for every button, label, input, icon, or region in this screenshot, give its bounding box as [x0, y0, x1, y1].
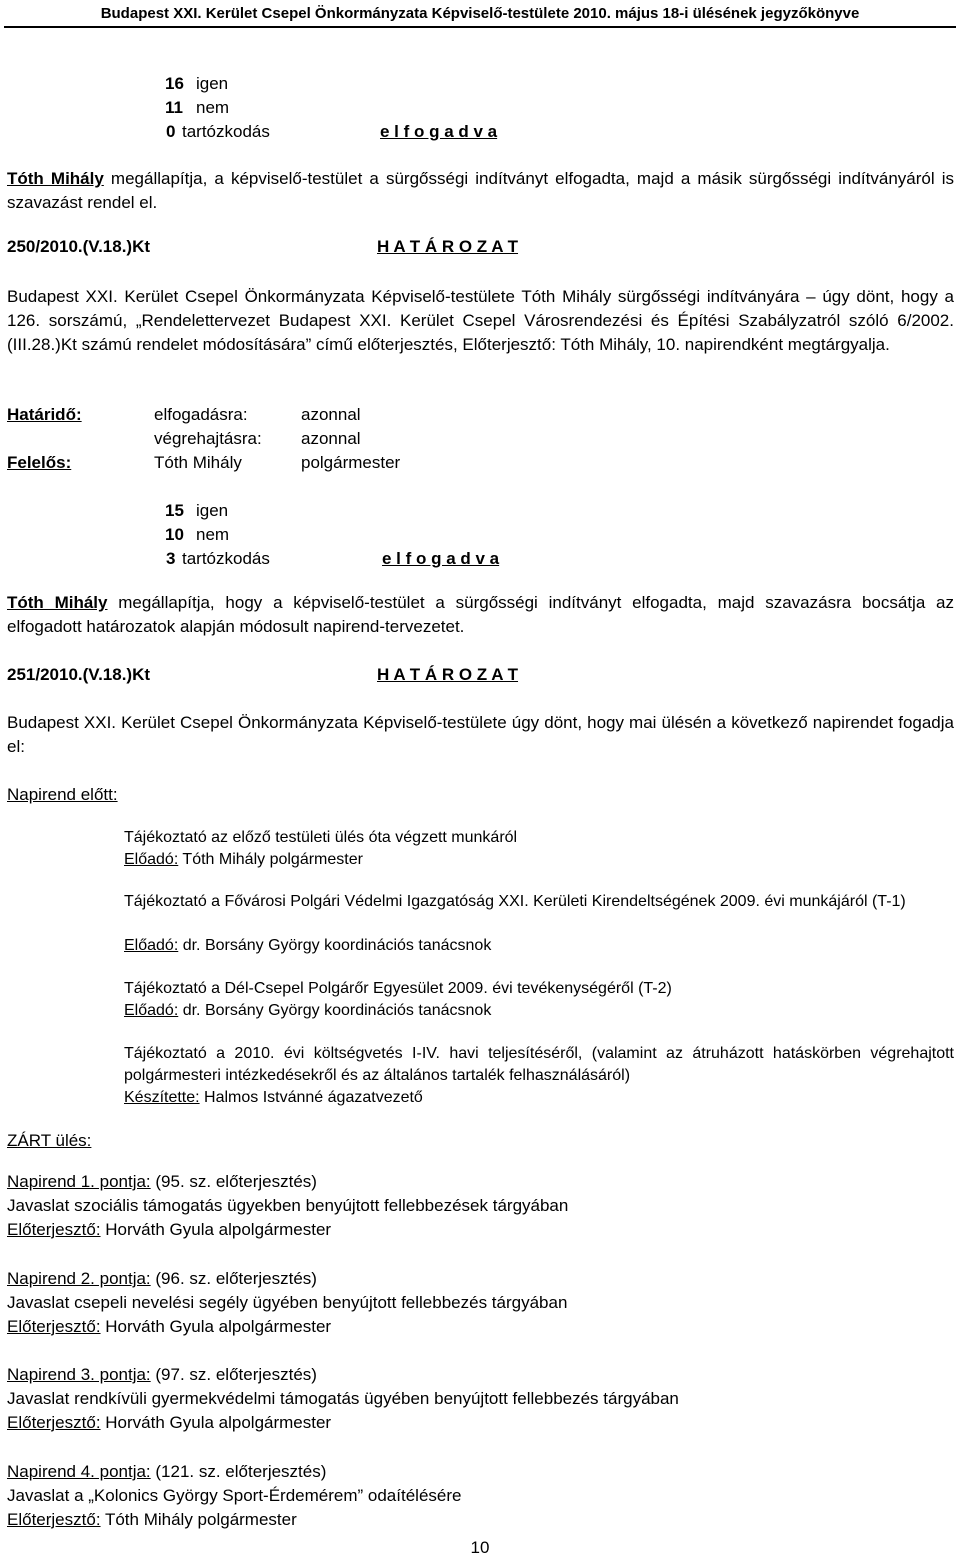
decision-number-1: 250/2010.(V.18.)Kt	[7, 237, 151, 256]
vote-yes-count: 16	[165, 74, 184, 93]
vote-result: e l f o g a d v a	[382, 549, 500, 568]
agenda-item-presenter: Készítette: Halmos Istvánné ágazatvezető	[124, 1089, 423, 1106]
vote-yes-label: igen	[196, 74, 229, 93]
closed-session-label: ZÁRT ülés:	[7, 1131, 92, 1150]
deadline-key-1: elfogadásra:	[154, 405, 248, 424]
agenda-item-presenter: Előadó: Tóth Mihály polgármester	[124, 851, 363, 868]
speaker-name: Tóth Mihály	[7, 593, 108, 612]
vote-abstain-count: 0	[166, 122, 176, 141]
agenda-point-presenter: Előterjesztő: Horváth Gyula alpolgármester	[7, 1413, 332, 1432]
header-rule	[4, 26, 956, 28]
deadline-value-1: azonnal	[301, 405, 361, 424]
page-number: 10	[470, 1538, 490, 1557]
speaker-name: Tóth Mihály	[7, 169, 104, 188]
decision-title-1: H A T Á R O Z A T	[377, 237, 519, 256]
vote-abstain-label: tartózkodás	[182, 549, 270, 568]
decision-title-2: H A T Á R O Z A T	[377, 665, 519, 684]
agenda-point-header: Napirend 1. pontja: (95. sz. előterjesztés)	[7, 1172, 317, 1191]
agenda-point-presenter: Előterjesztő: Horváth Gyula alpolgármester	[7, 1220, 332, 1239]
agenda-point-title: Javaslat csepeli nevelési segély ügyében benyújtott fellebbezés tárgyában	[7, 1293, 568, 1312]
statement-text: megállapítja, hogy a képviselő-testület a sürgősségi indítványt elfogadta, majd szavazásra bocsátja az elfogadott határozatok alapján módosult napirend-tervezetet.	[7, 593, 954, 636]
agenda-point-presenter: Előterjesztő: Horváth Gyula alpolgármester	[7, 1317, 332, 1336]
agenda-before-label: Napirend előtt:	[7, 785, 118, 804]
running-header	[0, 0, 960, 30]
agenda-item-presenter: Előadó: dr. Borsány György koordinációs tanácsnok	[124, 1002, 492, 1019]
agenda-item-title: Tájékoztató a Fővárosi Polgári Védelmi Igazgatóság XXI. Kerületi Kirendeltségének 2009. évi munkájáról (T-1)	[124, 893, 906, 910]
decision-text-1: Budapest XXI. Kerület Csepel Önkormányzata Képviselő-testülete Tóth Mihály sürgősségi indítványára – úgy dönt, hogy a 126. sorszámú, „Rendelettervezet Budapest XXI. Kerület Csepel Városrendezési és Építési Szabályzatról szóló 6/2002.(III.28.)Kt számú rendelet módosítására” című előterjesztés, Előterjesztő: Tóth Mihály, 10. napirendként megtárgyalja.	[7, 287, 954, 354]
responsible-label: Felelős:	[7, 453, 72, 472]
statement-paragraph-2	[7, 591, 954, 639]
agenda-item-title: Tájékoztató az előző testületi ülés óta végzett munkáról	[124, 829, 518, 846]
decision-text-2: Budapest XXI. Kerület Csepel Önkormányzata Képviselő-testülete úgy dönt, hogy mai ülésén a következő napirendet fogadja el:	[7, 713, 954, 756]
agenda-point-header: Napirend 2. pontja: (96. sz. előterjesztés)	[7, 1269, 317, 1288]
running-header-title: Budapest XXI. Kerület Csepel Önkormányzata Képviselő-testülete 2010. május 18-i ülésének jegyzőkönyve	[100, 5, 860, 22]
agenda-point-header: Napirend 4. pontja: (121. sz. előterjesztés)	[7, 1462, 327, 1481]
agenda-point-title: Javaslat rendkívüli gyermekvédelmi támogatás ügyében benyújtott fellebbezés tárgyában	[7, 1389, 679, 1408]
statement-paragraph-1	[7, 167, 954, 215]
agenda-point-header: Napirend 3. pontja: (97. sz. előterjesztés)	[7, 1365, 317, 1384]
vote-yes-label: igen	[196, 501, 229, 520]
agenda-item-presenter: Előadó: dr. Borsány György koordinációs tanácsnok	[124, 937, 492, 954]
agenda-point-presenter: Előterjesztő: Tóth Mihály polgármester	[7, 1510, 297, 1529]
agenda-item-title: Tájékoztató a 2010. évi költségvetés I-IV. havi teljesítéséről, (valamint az átruházott hatáskörben végrehajtott polgármesteri intézkedésekről és az általános tartalék felhasználásáról)	[124, 1045, 954, 1084]
deadline-label: Határidő:	[7, 405, 82, 424]
decision-number-2: 251/2010.(V.18.)Kt	[7, 665, 151, 684]
vote-no-label: nem	[196, 98, 230, 117]
vote-no-count: 10	[165, 525, 184, 544]
agenda-item-title: Tájékoztató a Dél-Csepel Polgárőr Egyesület 2009. évi tevékenységéről (T-2)	[124, 980, 672, 997]
vote-result: e l f o g a d v a	[380, 122, 498, 141]
vote-no-label: nem	[196, 525, 230, 544]
vote-abstain-label: tartózkodás	[182, 122, 270, 141]
deadline-value-2: azonnal	[301, 429, 361, 448]
vote-abstain-count: 3	[166, 549, 176, 568]
vote-no-count: 11	[165, 98, 183, 117]
vote-yes-count: 15	[165, 501, 184, 520]
deadline-key-2: végrehajtásra:	[154, 429, 262, 448]
responsible-name: Tóth Mihály	[154, 453, 242, 472]
agenda-point-title: Javaslat szociális támogatás ügyekben benyújtott fellebbezések tárgyában	[7, 1196, 569, 1215]
agenda-point-title: Javaslat a „Kolonics György Sport-Érdemérem” odaítélésére	[7, 1486, 462, 1505]
responsible-role: polgármester	[301, 453, 401, 472]
statement-text: megállapítja, a képviselő-testület a sürgősségi indítványt elfogadta, majd a másik sürgősségi indítványáról is szavazást rendel el.	[7, 169, 954, 212]
